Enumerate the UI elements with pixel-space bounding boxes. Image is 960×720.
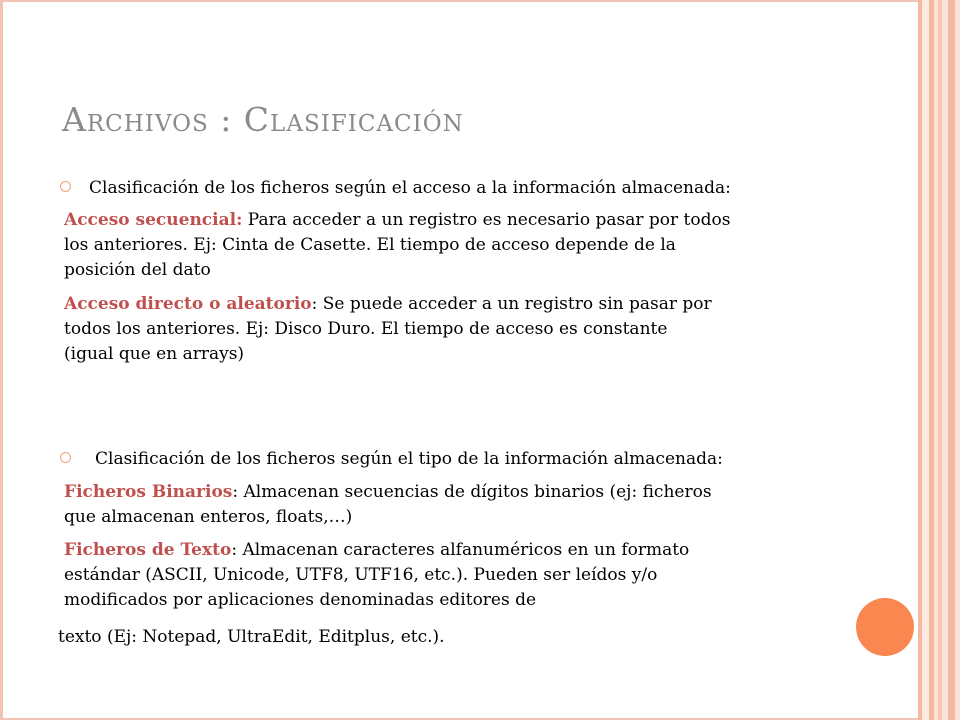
item-text: Para acceder a un registro es necesario pasar por todos (242, 210, 731, 230)
decorative-orange-circle (856, 598, 914, 656)
item-line-2: los anteriores. Ej: Cinta de Casette. El tiempo de acceso depende de la (64, 235, 676, 255)
right-stripe-4 (948, 0, 955, 720)
section2-item-binary (64, 480, 824, 530)
item-text: : Almacenan caracteres alfanuméricos en un formato (231, 540, 690, 560)
right-stripe-1 (918, 0, 922, 720)
item-line-1 (64, 480, 824, 505)
slide-title: Archivos : Clasificación (62, 100, 464, 139)
item-term: Acceso secuencial: (64, 210, 243, 230)
bullet-circle-icon (60, 452, 71, 463)
right-stripe-light (922, 0, 929, 720)
item-text: : Almacenan secuencias de dígitos binarios (ej: ficheros (232, 482, 712, 502)
item-line-3: (igual que en arrays) (64, 344, 245, 364)
item-term: Ficheros Binarios (64, 482, 233, 502)
item-line-2: que almacenan enteros, floats,…) (64, 507, 353, 527)
bullet-circle-icon (60, 181, 71, 192)
section1-heading: Clasificación de los ficheros según el acceso a la información almacenada: (89, 178, 731, 198)
item-line-1 (64, 538, 824, 563)
item-line-2: estándar (ASCII, Unicode, UTF8, UTF16, etc.). Pueden ser leídos y/o (64, 565, 658, 585)
item-term: Ficheros de Texto (64, 540, 232, 560)
item-line-3: posición del dato (64, 260, 211, 280)
item-line-3: modificados por aplicaciones denominadas editores de (64, 590, 537, 610)
item-text: : Se puede acceder a un registro sin pasar por (311, 294, 712, 314)
item-line-2: todos los anteriores. Ej: Disco Duro. El tiempo de acceso es constante (64, 319, 668, 339)
frame-left-border (0, 0, 3, 720)
right-stripe-2 (929, 0, 934, 720)
item-line-1 (64, 292, 824, 317)
section1-item-sequential (64, 208, 824, 283)
section2-item-text (64, 538, 824, 613)
section2-trailing-text: texto (Ej: Notepad, UltraEdit, Editplus, etc.). (58, 627, 445, 647)
right-stripe-3 (938, 0, 942, 720)
section1-item-direct (64, 292, 824, 367)
section2-heading: Clasificación de los ficheros según el tipo de la información almacenada: (95, 449, 723, 469)
frame-top-border (0, 0, 920, 2)
item-term: Acceso directo o aleatorio (64, 294, 312, 314)
item-line-1 (64, 208, 824, 233)
